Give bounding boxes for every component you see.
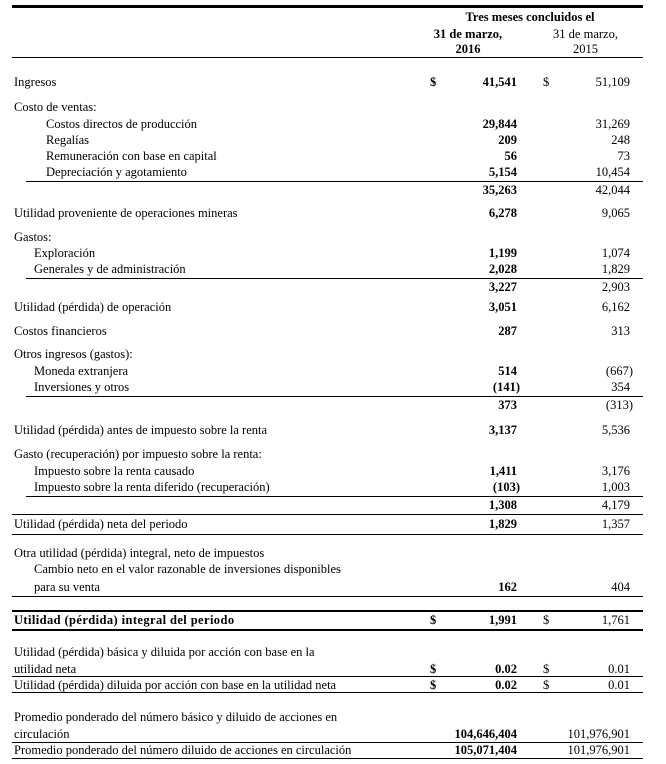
value-2016: 0.02 [495,662,517,676]
value-2015: 3,176 [601,464,630,478]
value-2016: 2,028 [488,262,517,276]
row-label: Generales y de administración [34,262,186,276]
value-2015: 248 [611,133,630,147]
value-2016: 1,411 [489,464,517,478]
value-2016: 6,278 [488,206,517,220]
table-row-exploracion [12,245,643,261]
row-label: Inversiones y otros [34,380,130,394]
value-2015: 101,976,901 [567,743,630,757]
value-2016: 287 [498,324,517,338]
section-header-gasto-impuesto [12,446,643,462]
table-row-inversiones-otros [12,379,643,395]
row-label: Costo de ventas: [14,100,97,114]
value-2015: 6,162 [601,300,630,314]
row-label: para su venta [34,580,100,594]
row-label: Utilidad (pérdida) neta del periodo [14,517,188,531]
currency-symbol: $ [543,75,550,89]
table-row-promedio-diluido [12,742,643,758]
table-row-remuneracion [12,148,643,164]
row-label: Costos financieros [14,324,107,338]
table-row-costos-financieros [12,323,643,339]
value-2015: 4,179 [601,498,630,512]
row-label: circulación [14,727,70,741]
row-label: Gastos: [14,230,52,244]
table-row-utilidad-mineras [12,205,643,221]
rule [12,534,643,535]
value-2016: 514 [498,364,517,378]
value-2016: 1,829 [488,517,517,531]
value-2016: (141) [492,380,520,394]
currency-symbol: $ [430,613,437,627]
value-2015: 2,903 [601,280,630,294]
section-header-costo-ventas [12,99,643,115]
currency-symbol: $ [543,678,550,692]
value-2015: 1,761 [601,613,630,627]
value-2015: (667) [605,364,633,378]
section-header-otros-ingresos [12,346,643,362]
column-header-2016 [408,27,528,57]
rule [12,596,643,597]
column-header-2016-line1: 31 de marzo, [433,27,503,41]
value-2016: 1,308 [488,498,517,512]
value-2016: 41,541 [482,75,517,89]
row-label: Gasto (recuperación) por impuesto sobre la renta: [14,447,262,461]
table-row-impuesto-causado [12,463,643,479]
value-2016: 209 [498,133,517,147]
value-2016: 3,051 [488,300,517,314]
subtotal-row-otros [12,397,643,413]
row-label: Otra utilidad (pérdida) integral, neto de impuestos [14,546,265,560]
rule [12,758,643,759]
header-rule [12,57,643,58]
table-row-upa-basica-line2 [12,661,643,677]
column-header-2015-line2: 2015 [573,42,598,56]
table-row-upa-basica-line1 [12,644,643,660]
value-2016: 105,071,404 [454,743,517,757]
value-2016: 373 [498,398,517,412]
row-label: Moneda extranjera [34,364,129,378]
top-rule [12,5,643,8]
section-header-gastos [12,229,643,245]
row-label: Promedio ponderado del número diluido de acciones en circulación [14,743,352,757]
value-2015: 101,976,901 [567,727,630,741]
value-2016: 104,646,404 [454,727,517,741]
row-label: Cambio neto en el valor razonable de inversiones disponibles [34,562,341,576]
table-row-regalias [12,132,643,148]
table-row-utilidad-integral [12,612,643,628]
table-row-utilidad-antes-impuesto [12,422,643,438]
column-header-2015 [528,27,643,57]
rule-thick [12,629,643,631]
table-row-promedio-basico-line1 [12,709,643,725]
table-row-depreciacion [12,164,643,180]
currency-symbol: $ [430,678,437,692]
table-row-impuesto-diferido [12,479,643,495]
column-group-title: Tres meses concluidos el [465,10,595,24]
currency-symbol: $ [430,75,437,89]
row-label: Impuesto sobre la renta causado [34,464,195,478]
row-label: Depreciación y agotamiento [46,165,187,179]
row-label: Remuneración con base en capital [46,149,217,163]
value-2016: 3,137 [488,423,517,437]
table-row-utilidad-operacion [12,299,643,315]
table-row-upa-diluida [12,677,643,693]
value-2016: 5,154 [488,165,517,179]
value-2015: 1,357 [601,517,630,531]
value-2016: 3,227 [488,280,517,294]
value-2015: 73 [617,149,630,163]
table-row-costos-directos [12,116,643,132]
row-label: Utilidad (pérdida) diluida por acción con base en la utilidad neta [14,678,337,692]
value-2015: 404 [611,580,630,594]
row-label: Utilidad (pérdida) integral del periodo [14,613,235,627]
value-2015: 313 [611,324,630,338]
row-label: Utilidad (pérdida) básica y diluida por acción con base en la [14,645,315,659]
value-2015: 10,454 [595,165,630,179]
table-row-cambio-neto-line1 [12,561,643,577]
value-2015: 31,269 [595,117,630,131]
value-2016: 29,844 [482,117,517,131]
table-row-ingresos [12,74,643,90]
row-label: Utilidad (pérdida) antes de impuesto sobre la renta [14,423,268,437]
value-2016: 1,199 [488,246,517,260]
value-2015: 0.01 [608,662,630,676]
row-label: Utilidad (pérdida) de operación [14,300,172,314]
value-2015: 51,109 [595,75,630,89]
currency-symbol: $ [543,662,550,676]
value-2015: 9,065 [601,206,630,220]
value-2015: 354 [611,380,630,394]
value-2016: (103) [492,480,520,494]
value-2016: 35,263 [482,183,517,197]
row-label: Otros ingresos (gastos): [14,347,133,361]
rule [12,514,643,515]
column-header-2016-line2: 2016 [455,42,481,56]
section-header-otra-utilidad [12,545,643,561]
table-row-promedio-basico-line2 [12,726,643,742]
row-label: Regalías [46,133,90,147]
subtotal-row-gastos [12,279,643,295]
row-label: utilidad neta [14,662,77,676]
value-2015: 1,003 [601,480,630,494]
value-2016: 56 [504,149,517,163]
row-label: Ingresos [14,75,57,89]
row-label: Costos directos de producción [46,117,198,131]
rule [12,692,643,693]
row-label: Exploración [34,246,96,260]
value-2015: 1,829 [601,262,630,276]
table-row-utilidad-neta [12,516,643,532]
currency-symbol: $ [430,662,437,676]
table-row-moneda-extranjera [12,363,643,379]
value-2016: 1,991 [488,613,517,627]
value-2015: 42,044 [595,183,630,197]
value-2015: 0.01 [608,678,630,692]
row-label: Promedio ponderado del número básico y diluido de acciones en [14,710,338,724]
value-2015: 5,536 [601,423,630,437]
value-2016: 162 [498,580,517,594]
value-2016: 0.02 [495,678,517,692]
row-label: Impuesto sobre la renta diferido (recuperación) [34,480,270,494]
table-row-generales [12,261,643,277]
currency-symbol: $ [543,613,550,627]
row-label: Utilidad proveniente de operaciones mineras [14,206,238,220]
table-row-cambio-neto-line2 [12,579,643,595]
subtotal-row-costo-ventas [12,182,643,198]
value-2015: (313) [605,398,633,412]
subtotal-row-impuesto [12,497,643,513]
value-2015: 1,074 [601,246,630,260]
column-header-2015-line1: 31 de marzo, [553,27,618,41]
